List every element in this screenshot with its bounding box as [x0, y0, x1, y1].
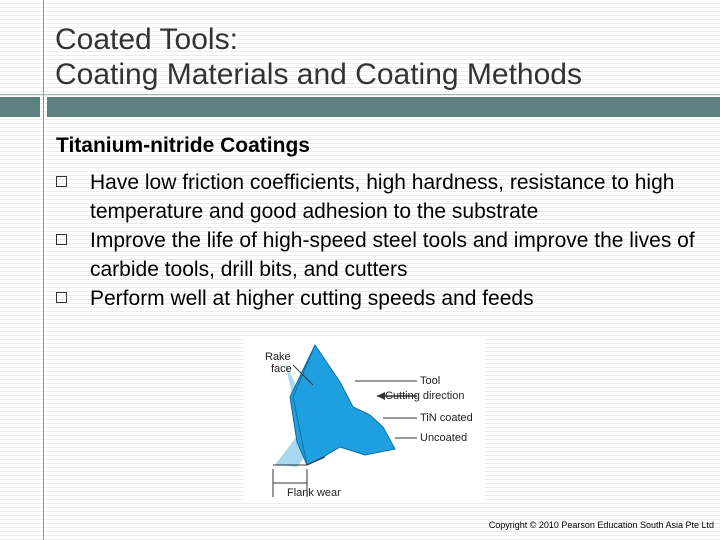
cutting-direction-arrowhead	[377, 392, 385, 400]
vertical-rule	[43, 0, 44, 540]
bullet-item	[56, 168, 696, 226]
bullet-text: Have low friction coefficients, high hardness, resistance to high temperature and good adhesion to the substrate	[90, 171, 675, 223]
tool-wear-diagram	[245, 337, 485, 502]
bullet-list	[56, 168, 696, 313]
copyright-notice: Copyright © 2010 Pearson Education South Asia Pte Ltd	[488, 520, 714, 530]
tin-coated-label: TiN coated	[420, 412, 473, 424]
tool-wear-figure	[245, 337, 485, 502]
accent-bar-left	[0, 97, 40, 117]
cutting-direction-label: Cutting direction	[385, 390, 465, 402]
section-heading: Titanium-nitride Coatings	[56, 134, 310, 157]
square-bullet-icon	[56, 176, 67, 187]
square-bullet-icon	[56, 234, 67, 245]
square-bullet-icon	[56, 292, 67, 303]
rake-face-label-1: Rake	[265, 351, 291, 363]
bullet-item	[56, 226, 696, 284]
uncoated-label: Uncoated	[420, 432, 468, 444]
rake-face-label-2: face	[271, 363, 292, 375]
bullet-text: Improve the life of high-speed steel tools and improve the lives of carbide tools, drill bits, and cutters	[90, 229, 695, 281]
accent-bar-right	[47, 97, 720, 117]
bullet-item	[56, 284, 696, 313]
flank-wear-label: Flank wear	[287, 487, 341, 499]
title-line-1: Coated Tools:	[55, 23, 238, 56]
title-line-2: Coating Materials and Coating Methods	[55, 58, 582, 91]
tool-label: Tool	[420, 375, 441, 387]
thin-rule	[0, 94, 720, 95]
slide-title	[55, 22, 705, 92]
bullet-text: Perform well at higher cutting speeds and feeds	[90, 287, 534, 310]
tool-body	[290, 345, 395, 465]
